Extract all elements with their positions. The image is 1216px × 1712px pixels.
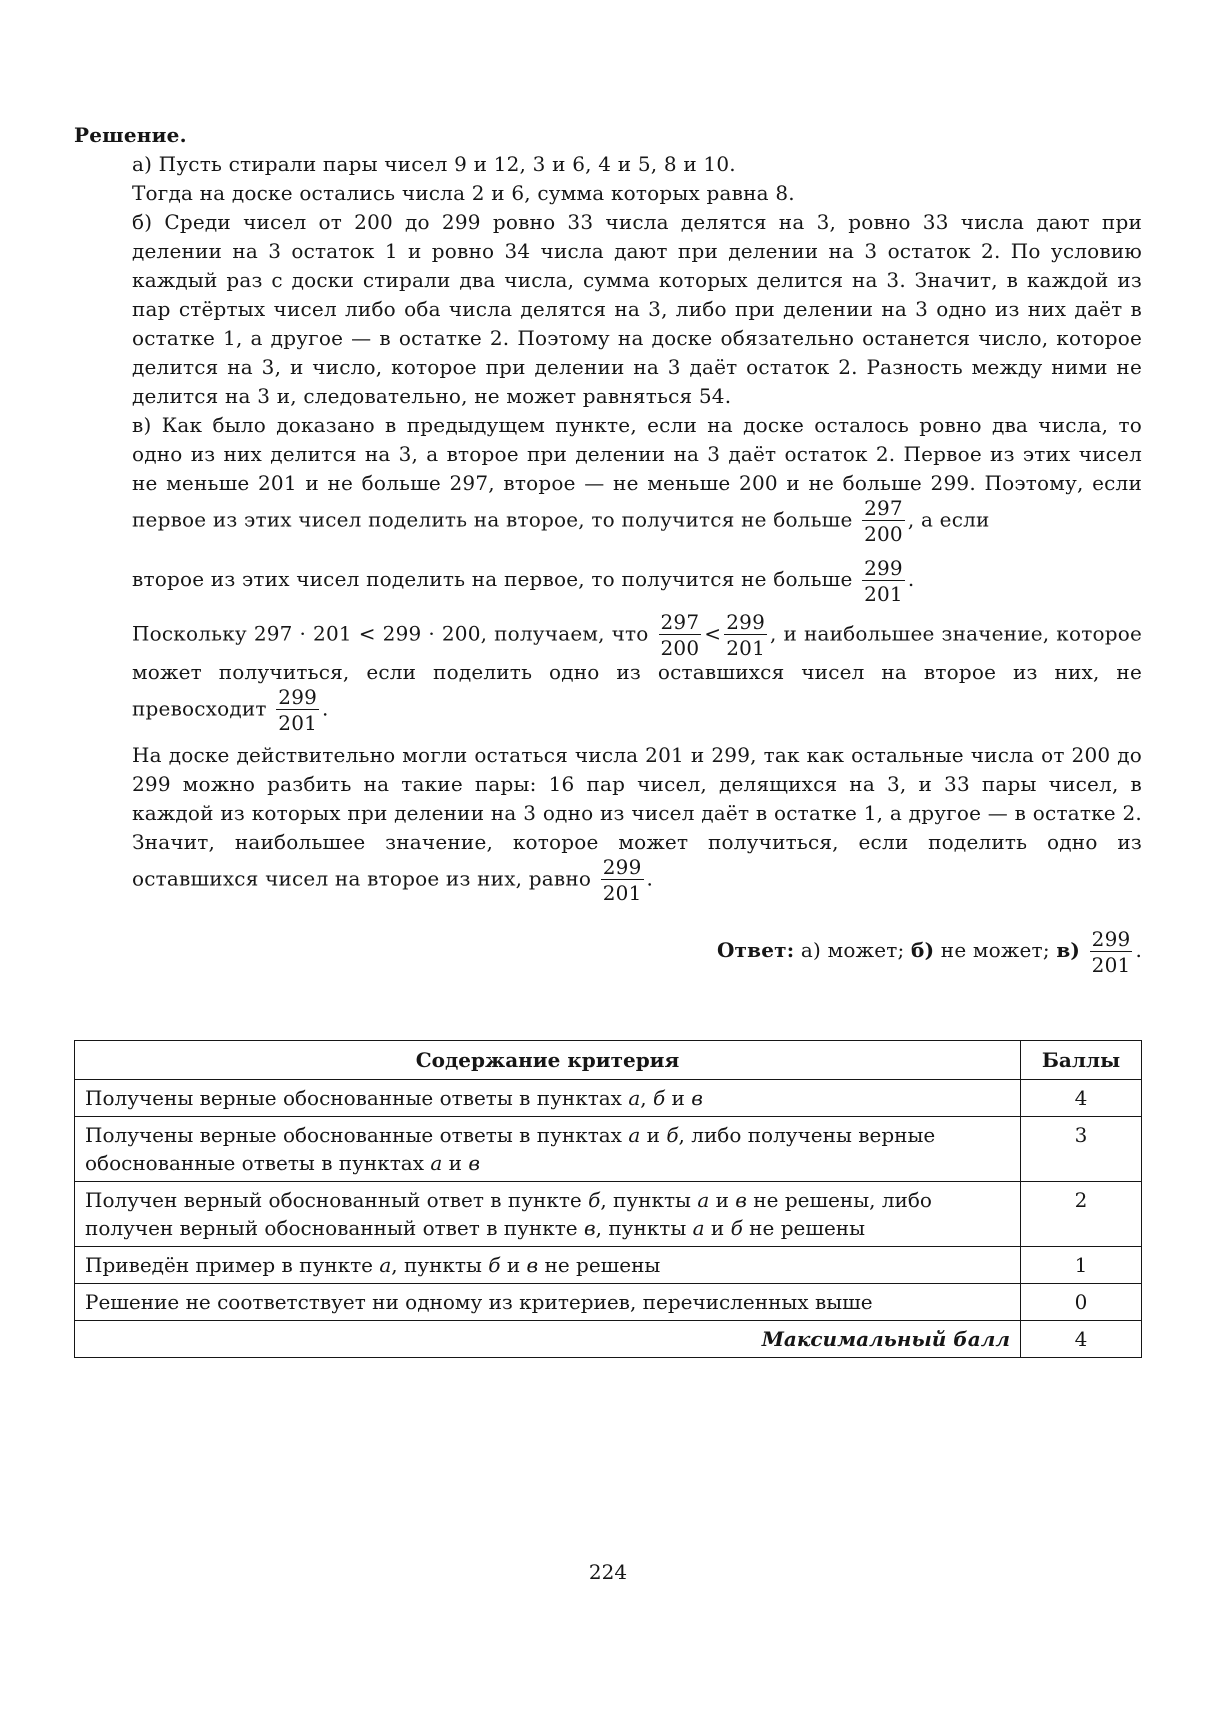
part-a-line-1: а) Пусть стирали пары чисел 9 и 12, 3 и 6, 4 и 5, 8 и 10. [132, 152, 736, 176]
part-a-line-2: Тогда на доске остались числа 2 и 6, сумма которых равна 8. [132, 181, 795, 205]
criterion-points: 3 [1021, 1117, 1142, 1182]
part-c-p3-text: Поскольку 297 · 201 < 299 · 200, получаем, что [132, 621, 649, 646]
max-score-label: Максимальный балл [75, 1321, 1021, 1358]
table-header-row [75, 1041, 1142, 1080]
part-c-p4-end: . [646, 866, 654, 891]
part-c-p1-text: в) Как было доказано в предыдущем пункте, если на доске осталось ровно два числа, то одно из них делится на 3, а второе при делении на 3 даёт остаток 2. Первое из этих чисел не меньше 201 и не больше 297, второе — не меньше 200 и не больше 299. Поэтому, если первое из этих чисел поделить на второе, то получится не больше [132, 413, 1142, 532]
table-row [75, 1182, 1142, 1247]
criterion-text: Решение не соответствует ни одному из критериев, перечисленных выше [75, 1284, 1021, 1321]
fraction-299-201: $\frac{299}{201}$ [602, 855, 642, 905]
criterion-text: Получены верные обоснованные ответы в пунктах а, б и в [75, 1080, 1021, 1117]
criterion-points: 4 [1021, 1080, 1142, 1117]
table-row [75, 1117, 1142, 1182]
table-row [75, 1284, 1142, 1321]
answer-end: . [1135, 938, 1142, 962]
part-c-p4-text: На доске действительно могли остаться числа 201 и 299, так как остальные числа от 200 до 299 можно разбить на такие пары: 16 пар чисел, делящихся на 3, и 33 пары чисел, в каждой из которых при делении на 3 одно из чисел даёт в остатке 1, а другое — в остатке 2. Значит, наибольшее значение, которое может получиться, если поделить одно из оставшихся чисел на второе из них, равно [132, 743, 1142, 891]
answer-a-label: а) [800, 938, 822, 962]
part-c-p2-text: второе из этих чисел поделить на первое, то получится не больше [132, 567, 853, 591]
table-row [75, 1247, 1142, 1284]
part-c-p3-tail: , и наибольшее значение, которое может получиться, если поделить одно из оставшихся чисел на второе из них, не превосходит [132, 621, 1143, 721]
criterion-text: Приведён пример в пункте а, пункты б и в не решены [75, 1247, 1021, 1284]
answer-c-label: в) [1056, 938, 1081, 962]
fraction-297-200: $\frac{297}{200}$ [864, 496, 903, 546]
solution-body [132, 150, 1142, 903]
less-than-sign: < [704, 621, 722, 646]
solution-section [74, 120, 1142, 979]
criterion-points: 1 [1021, 1247, 1142, 1284]
part-c-paragraph-2 [132, 550, 1142, 608]
max-score-points: 4 [1021, 1321, 1142, 1358]
answer-b-label: б) [911, 938, 935, 962]
part-c-paragraph-1 [132, 411, 1142, 544]
solution-heading: Решение. [74, 123, 187, 147]
header-points: Баллы [1021, 1041, 1142, 1080]
table-row-max [75, 1321, 1142, 1358]
answer-line [74, 921, 1142, 979]
criterion-points: 0 [1021, 1284, 1142, 1321]
part-c-p2-tail: . [907, 567, 915, 591]
part-c-paragraph-4 [132, 741, 1142, 903]
part-b-paragraph: б) Среди чисел от 200 до 299 ровно 33 числа делятся на 3, ровно 33 числа дают при делении на 3 остаток 1 и ровно 34 числа дают при делении на 3 остаток 2. По условию каждый раз с доски стирали два числа, сумма которых делится на 3. Значит, в каждой из пар стёртых чисел либо оба числа делятся на 3, либо при делении на 3 одно из них даёт в остатке 1, а другое — в остатке 2. Поэтому на доске обязательно останется число, которое делится на 3, и число, которое при делении на 3 даёт остаток 2. Разность между ними не делится на 3 и, следовательно, не может равняться 54. [132, 210, 1142, 408]
part-c-paragraph-3 [132, 612, 1142, 733]
table-row [75, 1080, 1142, 1117]
fraction-299-201: $\frac{299}{201}$ [278, 685, 318, 735]
part-c-p1-tail: , а если [907, 507, 990, 532]
fraction-299-201: $\frac{299}{201}$ [864, 555, 903, 606]
header-criterion: Содержание критерия [75, 1041, 1021, 1080]
answer-fraction: $\frac{299}{201}$ [1091, 926, 1131, 977]
answer-label: Ответ: [716, 938, 795, 962]
page-number: 224 [588, 1560, 628, 1584]
answer-a-text: может; [827, 938, 905, 962]
criterion-text: Получены верные обоснованные ответы в пунктах а и б, либо получены верные обоснованные ответы в пунктах а и в [75, 1117, 1021, 1182]
part-c-p3-end: . [322, 696, 329, 721]
criterion-text: Получен верный обоснованный ответ в пункте б, пункты а и в не решены, либо получен верный обоснованный ответ в пункте в, пункты а и б не решены [75, 1182, 1021, 1247]
answer-b-text: не может; [940, 938, 1050, 962]
fraction-299-201: $\frac{299}{201}$ [726, 610, 766, 660]
criterion-points: 2 [1021, 1182, 1142, 1247]
fraction-297-200: $\frac{297}{200}$ [660, 610, 700, 660]
criteria-table [74, 1040, 1142, 1358]
